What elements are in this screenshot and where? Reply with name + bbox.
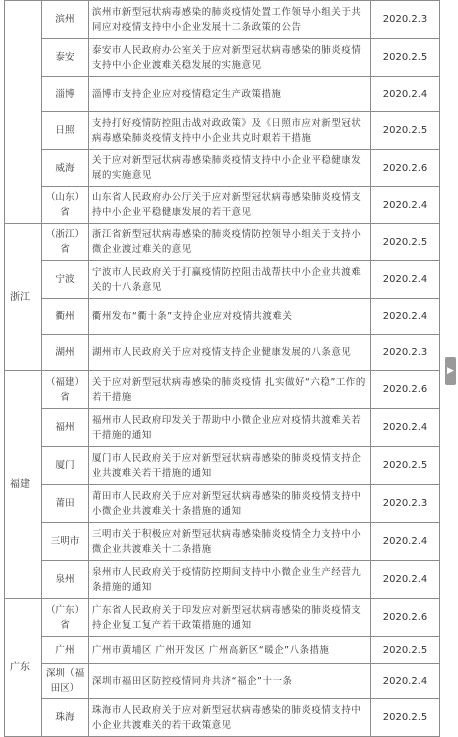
table-row [5, 112, 440, 150]
policy-cell: 广州市黄埔区 广州开发区 广州高新区“暖企”八条措施 [89, 637, 371, 664]
city-cell: 威海 [42, 150, 89, 187]
policy-cell: 浙江省新型冠状病毒感染的肺炎疫情防控领导小组关于支持小微企业渡过难关的意见 [89, 224, 371, 261]
table-row [5, 637, 440, 664]
table-row [5, 447, 440, 485]
policy-cell: 珠海市人民政府关于应对新型冠状病毒感染的肺炎疫情支持中小企业共渡难关的若干政策意见 [89, 699, 371, 737]
table-row [5, 187, 440, 224]
table-row [5, 77, 440, 112]
table-row [5, 699, 440, 737]
policy-cell: 泰安市人民政府办公室关于应对新型冠状病毒感染的肺炎疫情支持中小企业渡难关稳发展的实施意见 [89, 39, 371, 77]
policy-table [4, 0, 440, 737]
date-cell: 2020.2.3 [371, 485, 440, 523]
city-cell: 宁波 [42, 261, 89, 299]
date-cell: 2020.2.5 [371, 224, 440, 261]
policy-cell: 厦门市人民政府关于应对新型冠状病毒感染的肺炎疫情支持企业共渡难关若干措施的通知 [89, 447, 371, 485]
table-row [5, 224, 440, 261]
date-cell: 2020.2.6 [371, 150, 440, 187]
city-cell: 珠海 [42, 699, 89, 737]
policy-cell: 宁波市人民政府关于打赢疫情防控阻击战帮扶中小企业共渡难关的十八条意见 [89, 261, 371, 299]
policy-cell: 关于应对新型冠状病毒感染肺炎疫情支持中小企业平稳健康发展的实施意见 [89, 150, 371, 187]
date-cell: 2020.2.4 [371, 187, 440, 224]
date-cell: 2020.2.3 [371, 1, 440, 39]
table-row [5, 39, 440, 77]
policy-cell: 三明市关于积极应对新型冠状病毒感染肺炎疫情全力支持中小微企业共渡难关十二条措施 [89, 523, 371, 561]
policy-cell: 福州市人民政府印发关于帮助中小微企业应对疫情共渡难关若干措施的通知 [89, 409, 371, 447]
city-cell: 泰安 [42, 39, 89, 77]
date-cell: 2020.2.3 [371, 335, 440, 371]
city-cell: （山东）省 [42, 187, 89, 224]
table-row [5, 150, 440, 187]
policy-cell: 湖州市人民政府关于应对疫情支持企业健康发展的八条意见 [89, 335, 371, 371]
province-cell: 浙江 [5, 224, 42, 371]
city-cell: 泉州 [42, 561, 89, 599]
table-row [5, 664, 440, 699]
city-cell: 日照 [42, 112, 89, 150]
policy-cell: 泉州市人民政府关于疫情防控期间支持中小微企业生产经营九条措施的通知 [89, 561, 371, 599]
policy-cell: 莆田市人民政府关于应对新型冠状病毒感染的肺炎疫情支持中小微企业共渡难关十条措施的通知 [89, 485, 371, 523]
chevron-right-icon[interactable]: ▶ [445, 357, 456, 385]
date-cell: 2020.2.4 [371, 409, 440, 447]
policy-cell: 支持打好疫情防控阻击战对政政策》及《日照市应对新型冠状病毒感染肺炎疫情支持中小企业共克时艰若干措施 [89, 112, 371, 150]
policy-cell: 广东省人民政府关于印发应对新型冠状病毒感染的肺炎疫情支持企业复工复产若干政策措施的通知 [89, 599, 371, 637]
city-cell: 厦门 [42, 447, 89, 485]
province-cell: 广东 [5, 599, 42, 737]
city-cell: 广州 [42, 637, 89, 664]
date-cell: 2020.2.6 [371, 599, 440, 637]
policy-cell: 滨州市新型冠状病毒感染的肺炎疫情处置工作领导小组关于共同应对疫情支持中小企业发展十二条政策的公告 [89, 1, 371, 39]
date-cell: 2020.2.5 [371, 699, 440, 737]
date-cell: 2020.2.4 [371, 561, 440, 599]
table-row [5, 485, 440, 523]
policy-cell: 淄博市支持企业应对疫情稳定生产政策措施 [89, 77, 371, 112]
table-row [5, 371, 440, 409]
table-row [5, 561, 440, 599]
city-cell: （福建）省 [42, 371, 89, 409]
date-cell: 2020.2.4 [371, 664, 440, 699]
policy-cell: 深圳市福田区防控疫情同舟共济“福企”十一条 [89, 664, 371, 699]
date-cell: 2020.2.5 [371, 39, 440, 77]
city-cell: 莆田 [42, 485, 89, 523]
date-cell: 2020.2.4 [371, 299, 440, 335]
province-cell: 福建 [5, 371, 42, 599]
province-cell [5, 1, 42, 224]
table-row [5, 299, 440, 335]
table-row [5, 335, 440, 371]
city-cell: 福州 [42, 409, 89, 447]
city-cell: 湖州 [42, 335, 89, 371]
city-cell: （广东）省 [42, 599, 89, 637]
date-cell: 2020.2.5 [371, 637, 440, 664]
table-row [5, 261, 440, 299]
city-cell: 滨州 [42, 1, 89, 39]
date-cell: 2020.2.4 [371, 523, 440, 561]
city-cell: 三明市 [42, 523, 89, 561]
city-cell: 衢州 [42, 299, 89, 335]
city-cell: 深圳（福田区） [42, 664, 89, 699]
city-cell: 淄博 [42, 77, 89, 112]
date-cell: 2020.2.4 [371, 261, 440, 299]
table-row [5, 409, 440, 447]
policy-cell: 山东省人民政府办公厅关于应对新型冠状病毒感染肺炎疫情支持中小企业平稳健康发展的若干意见 [89, 187, 371, 224]
date-cell: 2020.2.5 [371, 447, 440, 485]
policy-cell: 衢州发布“衢十条”支持企业应对疫情共渡难关 [89, 299, 371, 335]
date-cell: 2020.2.6 [371, 371, 440, 409]
table-row [5, 599, 440, 637]
table-row [5, 1, 440, 39]
policy-cell: 关于应对新型冠状病毒感染的肺炎疫情 扎实做好“六稳”工作的若干措施 [89, 371, 371, 409]
date-cell: 2020.2.5 [371, 112, 440, 150]
date-cell: 2020.2.4 [371, 77, 440, 112]
city-cell: （浙江）省 [42, 224, 89, 261]
table-row [5, 523, 440, 561]
